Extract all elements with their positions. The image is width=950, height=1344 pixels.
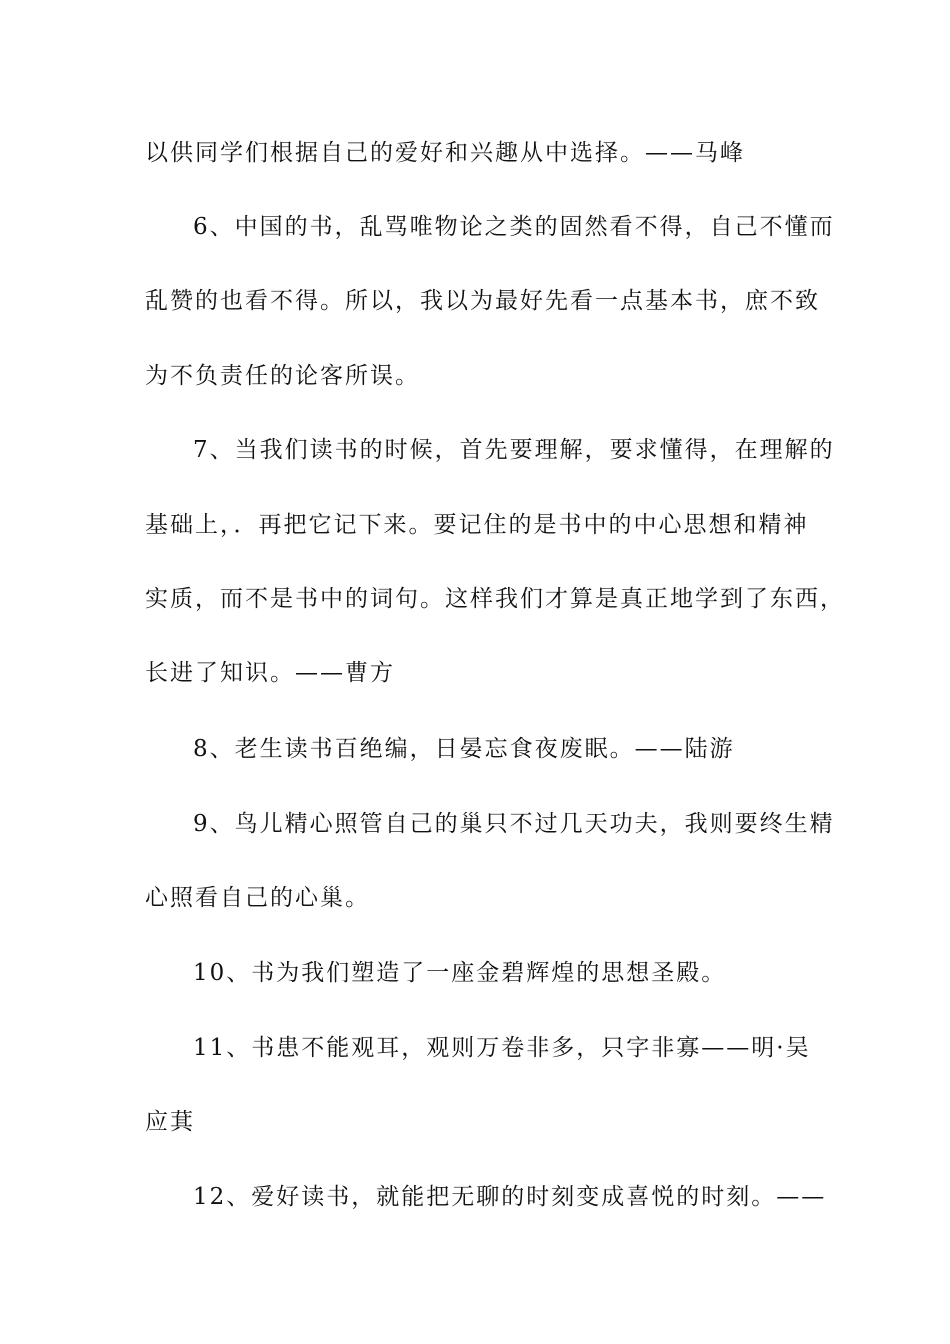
quote-9-line-2: 心照看自己的心巢。 bbox=[145, 885, 370, 911]
quote-10-line-1: 10、书为我们塑造了一座金碧辉煌的思想圣殿。 bbox=[193, 960, 727, 986]
quote-6-line-2: 乱赞的也看不得。所以，我以为最好先看一点基本书，庶不致 bbox=[145, 288, 820, 314]
quote-11-line-1: 11、书患不能观耳，观则万卷非多，只字非寡——明·吴 bbox=[193, 1035, 811, 1061]
quote-11-line-2: 应萁 bbox=[145, 1109, 195, 1135]
quote-7-line-1: 7、当我们读书的时候，首先要理解，要求懂得，在理解的 bbox=[193, 437, 835, 463]
quote-6-line-3: 为不负责任的论客所误。 bbox=[145, 363, 420, 389]
quote-7-line-2: 基础上，．再把它记下来。要记住的是书中的中心思想和精神 bbox=[145, 512, 809, 538]
quote-7-line-4: 长进了知识。——曹方 bbox=[145, 660, 395, 686]
quote-6-line-1: 6、中国的书，乱骂唯物论之类的固然看不得，自己不懂而 bbox=[193, 214, 835, 240]
quote-12-line-1: 12、爱好读书，就能把无聊的时刻变成喜悦的时刻。—— bbox=[193, 1184, 827, 1210]
quote-7-line-3: 实质，而不是书中的词句。这样我们才算是真正地学到了东西， bbox=[145, 586, 845, 612]
quote-8-line-1: 8、老生读书百绝编，日晏忘食夜废眠。——陆游 bbox=[193, 736, 735, 762]
quote-9-line-1: 9、鸟儿精心照管自己的巢只不过几天功夫，我则要终生精 bbox=[193, 811, 835, 837]
text-line-1: 以供同学们根据自己的爱好和兴趣从中选择。——马峰 bbox=[145, 140, 745, 166]
